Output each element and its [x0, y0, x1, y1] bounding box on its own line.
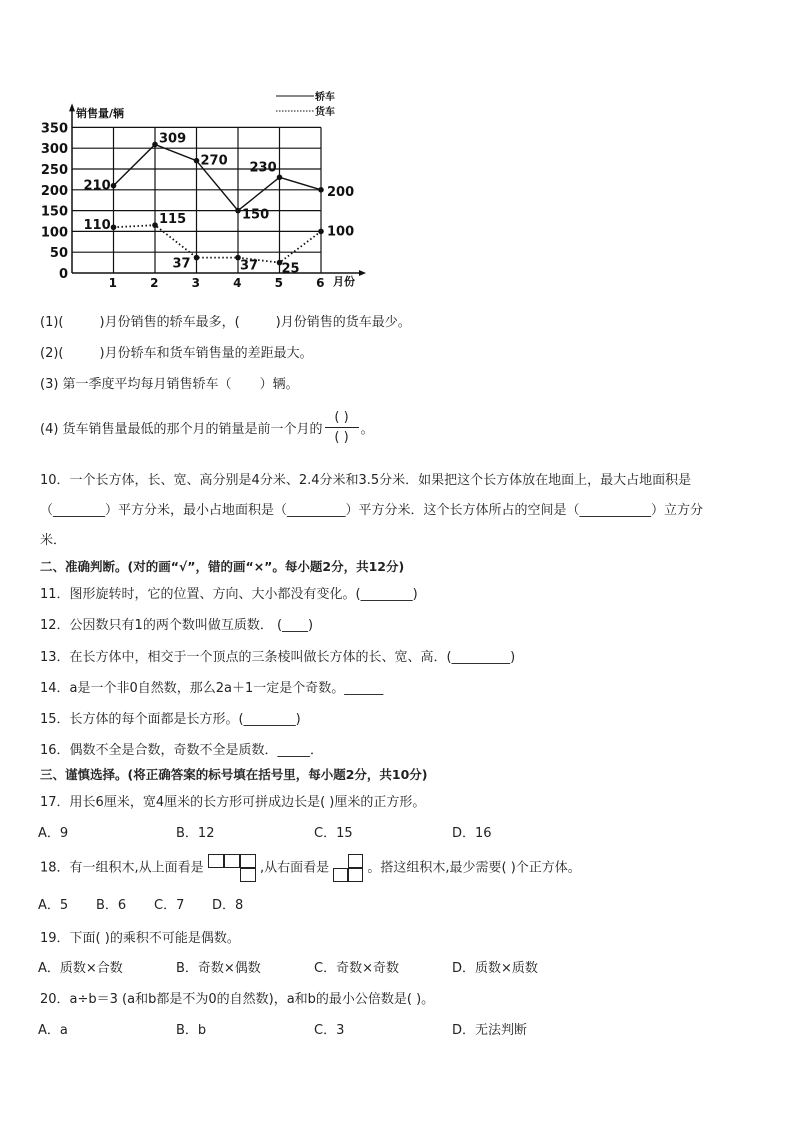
q15: 15．长方体的每个面都是长方形。(________) — [40, 712, 301, 727]
q18-option-c: C．7 — [154, 898, 185, 913]
y-tick-label: 50 — [49, 246, 68, 262]
q18-option-d: D．8 — [212, 898, 244, 913]
data-label: 37 — [172, 256, 191, 272]
data-point — [235, 208, 241, 214]
q9-part4: (4) 货车销售量最低的那个月的销量是前一个月的 $\frac{( )}{( )}$ 。 — [40, 410, 374, 445]
x-tick-label: 1 — [108, 276, 117, 290]
legend-label-car: 轿车 — [315, 92, 335, 103]
q18-option-a: A．5 — [38, 898, 69, 913]
q12: 12．公因数只有1的两个数叫做互质数． (____) — [40, 618, 314, 633]
q17-option-b: B．12 — [176, 826, 215, 841]
q17-option-a: A．9 — [38, 826, 69, 841]
section3-heading: 三、谨慎选择。(将正确答案的标号填在括号里，每小题2分，共10分) — [40, 767, 428, 782]
q9-part2: (2)( )月份轿车和货车销售量的差距最大。 — [40, 346, 313, 361]
data-label: 200 — [327, 184, 355, 200]
q19-option-c: C．奇数×奇数 — [314, 961, 399, 976]
y-tick-label: 150 — [40, 204, 68, 220]
data-label: 110 — [83, 218, 111, 234]
data-point — [194, 158, 200, 164]
q10-line3: 米． — [40, 533, 67, 548]
data-point — [111, 224, 117, 230]
q16: 16．偶数不全是合数，奇数不全是质数．_____． — [40, 743, 324, 758]
x-tick-label: 4 — [233, 276, 242, 290]
right-view-figure — [333, 854, 363, 882]
q20-option-a: A．a — [38, 1023, 68, 1038]
q20-stem: 20．a÷b＝3 (a和b都是不为0的自然数)，a和b的最小公倍数是( )。 — [40, 992, 435, 1007]
x-tick-label: 5 — [274, 276, 283, 290]
y-tick-label: 200 — [40, 183, 68, 199]
data-label: 150 — [242, 207, 270, 223]
q19-option-b: B．奇数×偶数 — [176, 961, 261, 976]
chart-grid — [72, 127, 321, 273]
chart-legend — [276, 90, 335, 118]
data-label: 309 — [159, 131, 187, 147]
data-label: 37 — [240, 258, 259, 274]
legend-label-truck: 货车 — [315, 107, 335, 118]
sales-line-chart — [0, 0, 380, 300]
data-label: 25 — [281, 261, 300, 277]
q9-part1: (1)( )月份销售的轿车最多，( )月份销售的货车最少。 — [40, 315, 411, 330]
data-label: 115 — [159, 212, 187, 228]
q10-line2: （________）平方分米，最小占地面积是（_________）平方分米．这个长方体所占的空间是（___________）立方分 — [40, 503, 704, 518]
data-label: 100 — [327, 224, 355, 240]
section2-heading: 二、准确判断。(对的画“√”，错的画“×”。每小题2分，共12分) — [40, 559, 405, 574]
fraction-blank: $\frac{( )}{( )}$ — [325, 408, 359, 447]
y-tick-label: 300 — [40, 142, 68, 158]
y-tick-label: 250 — [40, 163, 68, 178]
q20-option-d: D．无法判断 — [452, 1023, 528, 1038]
q11: 11．图形旋转时，它的位置、方向、大小都没有变化。(________) — [40, 587, 418, 602]
x-tick-label: 2 — [150, 276, 159, 290]
x-axis-arrow — [359, 270, 366, 276]
data-point — [111, 183, 117, 189]
data-point — [277, 175, 283, 181]
x-tick-label: 3 — [191, 276, 200, 290]
series-line-truck — [114, 225, 322, 262]
q20-option-c: C．3 — [314, 1023, 345, 1038]
data-point — [152, 142, 158, 148]
chart-marks — [84, 131, 355, 276]
top-view-figure — [208, 854, 256, 882]
chart-axes — [41, 103, 366, 290]
q18-stem: 18．有一组积木,从上面看是 ,从右面看是 。搭这组积木,最少需要( )个正方体。 — [40, 854, 581, 882]
x-tick-label: 6 — [316, 276, 325, 290]
q19-option-d: D．质数×质数 — [452, 961, 538, 976]
data-point — [318, 187, 324, 193]
q19-option-a: A．质数×合数 — [38, 961, 123, 976]
q17-stem: 17．用长6厘米，宽4厘米的长方形可拼成边长是( )厘米的正方形。 — [40, 795, 426, 810]
q10-line1: 10．一个长方体，长、宽、高分别是4分米、2.4分米和3.5分米．如果把这个长方体放在地面上，最大占地面积是 — [40, 473, 692, 488]
q9-part3: (3) 第一季度平均每月销售轿车（ ）辆。 — [40, 377, 299, 392]
data-label: 230 — [249, 160, 277, 176]
data-label: 210 — [83, 178, 111, 194]
x-axis-label: 月份 — [333, 275, 355, 288]
y-axis-arrow — [69, 103, 75, 111]
q17-option-c: C．15 — [314, 826, 353, 841]
data-point — [152, 222, 158, 228]
q17-option-d: D．16 — [452, 826, 492, 841]
y-tick-label: 0 — [58, 267, 68, 282]
y-tick-label: 100 — [40, 225, 68, 241]
q19-stem: 19．下面( )的乘积不可能是偶数。 — [40, 931, 240, 946]
q20-option-b: B．b — [176, 1023, 207, 1038]
data-point — [318, 229, 324, 235]
y-axis-label: 销售量/辆 — [76, 107, 125, 120]
q18-option-b: B．6 — [96, 898, 127, 913]
q13: 13．在长方体中，相交于一个顶点的三条棱叫做长方体的长、宽、高．(_________) — [40, 650, 516, 665]
data-label: 270 — [200, 153, 228, 169]
y-tick-label: 350 — [40, 121, 68, 137]
q14: 14．a是一个非0自然数，那么2a＋1一定是个奇数。______ — [40, 681, 384, 696]
data-point — [194, 255, 200, 261]
